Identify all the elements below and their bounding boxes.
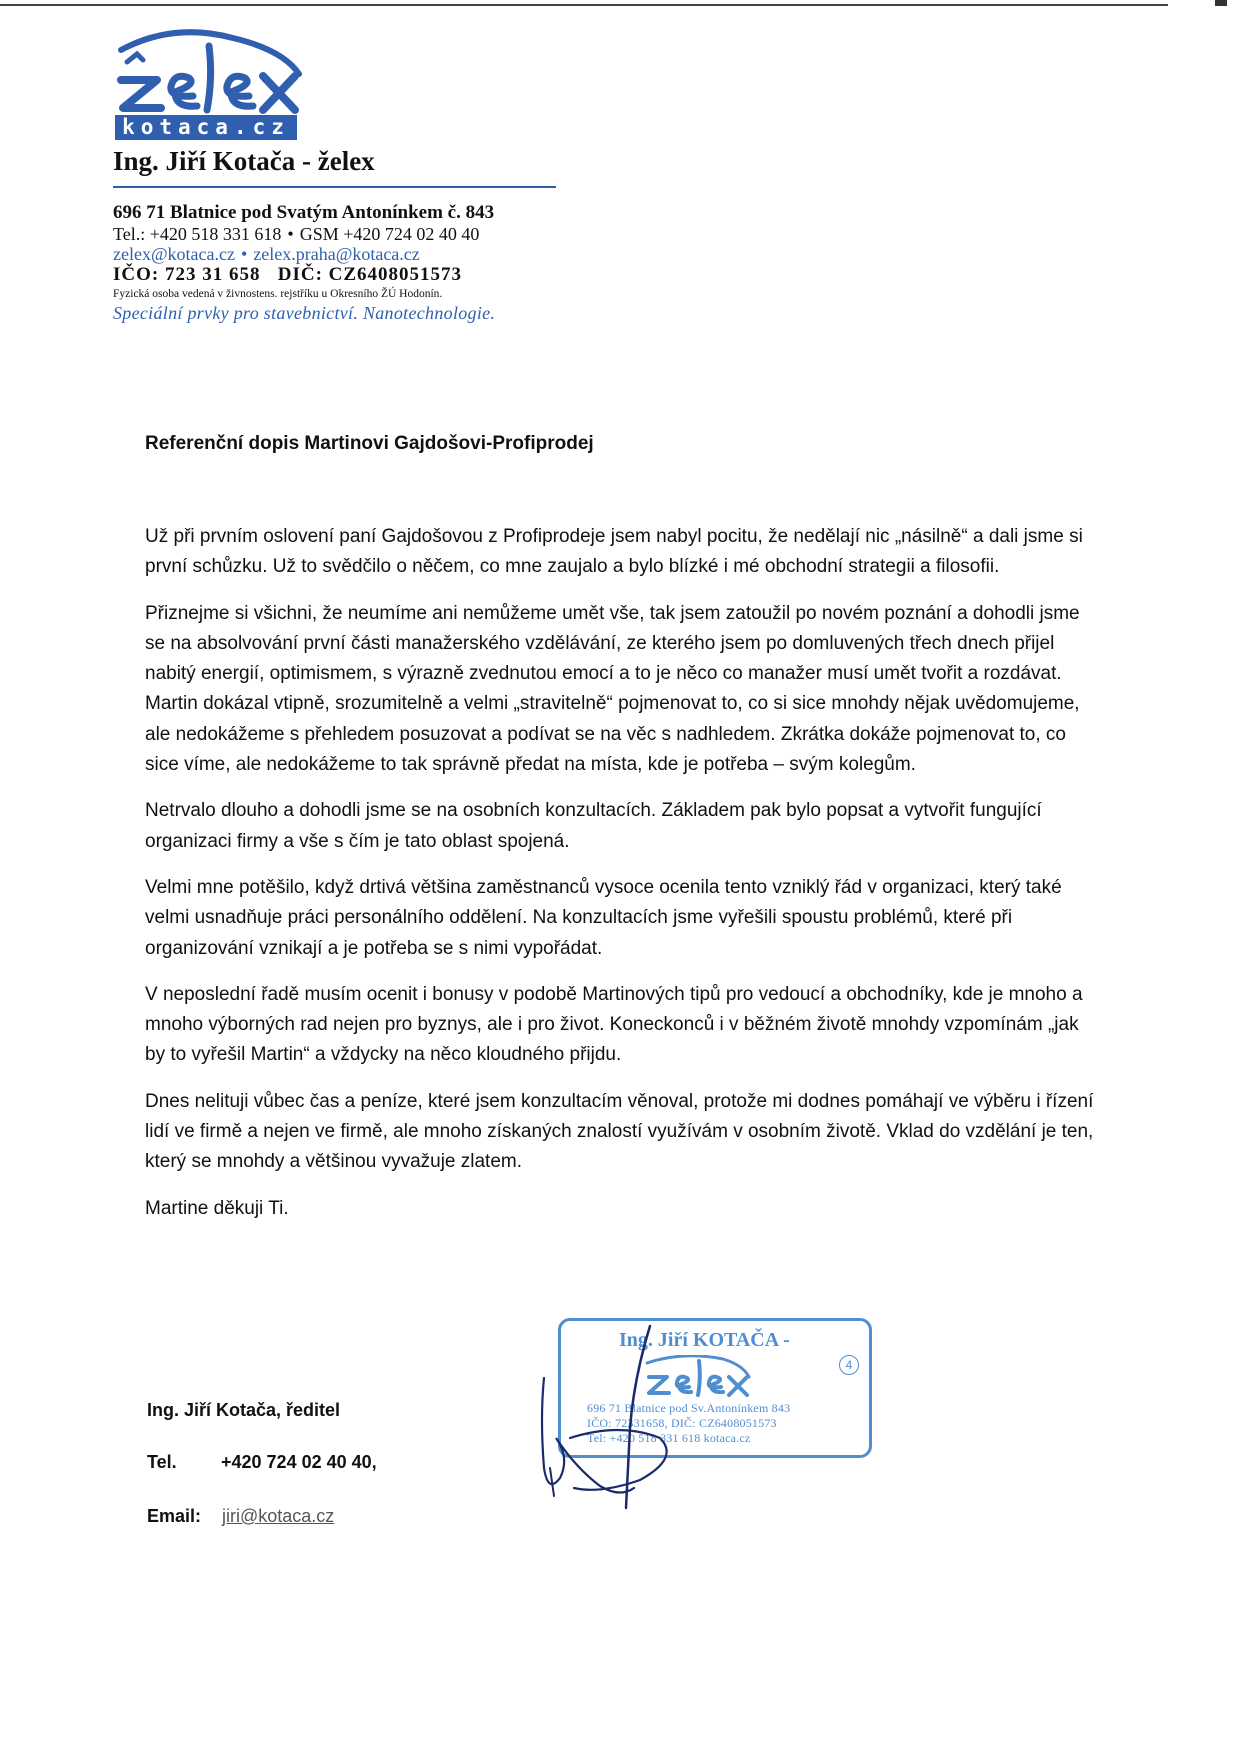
zelex-logo-icon (113, 28, 303, 120)
scan-edge-line (0, 4, 1168, 6)
company-emails-line (113, 245, 558, 264)
company-email-praha-link[interactable]: zelex.praha@kotaca.cz (253, 244, 420, 264)
stamp-number: 4 (839, 1355, 859, 1375)
stamp-address: 696 71 Blatnice pod Sv.Antonínkem 843 (587, 1401, 791, 1415)
letter-paragraph: V neposlední řadě musím ocenit i bonusy v podobě Martinových tipů pro vedoucí a obchodníky, kde je mnoho a mnoho výborných rad nejen pro byznys, ale i pro život. Koneckonců i v běžném životě mnohdy vzpomínám „jak by to vyřešil Martin“ a vždycky na něco kloudného přijdu. (145, 983, 1083, 1066)
stamp-ids: IČO: 72331658, DIČ: CZ6408051573 (587, 1416, 777, 1430)
stamp-title: Ing. Jiří KOTAČA - (619, 1329, 790, 1351)
letter-body (145, 522, 1095, 1240)
letter-paragraph: Přiznejme si všichni, že neumíme ani nemůžeme umět vše, tak jsem zatoužil po novém poznání a dohodli jsme se na absolvování první části manažerského vzdělávání, ze kterého jsem po domluvených třech dnech přijel nabitý energií, optimismem, s výrazně zvednutou emocí a to je něco co manažer musí umět tvořit a rozdávat. Martin dokázal vtipně, srozumitelně a velmi „stravitelně“ pojmenovat to, co si sice mnohdy nějak uvědomujeme, ale nedokážeme s přehledem posuzovat a podívat se na věc s nadhledem. Zkrátka dokáže pojmenovat to, co sice víme, ale nedokážeme to tak správně předat na místa, kde je potřeba – svým kolegům. (145, 602, 1080, 776)
letter-title: Referenční dopis Martinovi Gajdošovi-Profiprodej (145, 433, 594, 454)
logo-badge: kotaca.cz (115, 115, 297, 140)
company-phone: Tel.: +420 518 331 618 (113, 224, 282, 244)
letter-paragraph: Už při prvním oslovení paní Gajdošovou z Profiprodeje jsem nabyl pocitu, že nedělají nic „násilně“ a dali jsme si první schůzku. Už to svědčilo o něčem, co mne zaujalo a bylo blízké i mé obchodní strategii a filosofii. (145, 526, 1083, 578)
bullet-separator: • (287, 224, 294, 244)
company-slogan: Speciální prvky pro stavebnictví. Nanotechnologie. (113, 303, 496, 323)
letter-closing: Martine děkuji Ti. (145, 1197, 289, 1219)
signer-email-link[interactable]: jiri@kotaca.cz (222, 1506, 335, 1526)
company-name: Ing. Jiří Kotača - želex (113, 146, 375, 176)
signer-email-label: Email: (147, 1506, 202, 1526)
letter-paragraph: Netrvalo dlouho a dohodli jsme se na osobních konzultacích. Základem pak bylo popsat a vytvořit fungující organizaci firmy a vše s čím je tato oblast spojená. (145, 800, 1042, 852)
company-phone-line (113, 224, 558, 245)
company-email-link[interactable]: zelex@kotaca.cz (113, 244, 235, 264)
company-gsm: GSM +420 724 02 40 40 (299, 224, 480, 244)
signer-tel-value: +420 724 02 40 40, (221, 1452, 377, 1472)
company-logo (113, 28, 303, 140)
stamp-contact: Tel: +420 518 331 618 kotaca.cz (587, 1431, 751, 1445)
company-address: 696 71 Blatnice pod Svatým Antonínkem č. 843 (113, 202, 495, 223)
bullet-separator: • (241, 244, 248, 264)
handwritten-signature-icon (530, 1318, 710, 1518)
letterhead-divider (113, 186, 556, 188)
company-dic: DIČ: CZ6408051573 (277, 264, 463, 285)
scan-corner-mark (1215, 0, 1227, 6)
signer-tel-label: Tel. (147, 1452, 177, 1472)
company-ico: IČO: 723 31 658 (113, 264, 261, 285)
company-registration: Fyzická osoba vedená v živnostens. rejstříku u Okresního ŽÚ Hodonín. (113, 288, 443, 300)
letter-paragraph: Velmi mne potěšilo, když drtivá většina zaměstnanců vysoce ocenila tento vzniklý řád v organizaci, který také velmi usnadňuje práci personálního oddělení. Na konzultacích jsme vyřešili spoustu problémů, které při organizování vznikají a je potřeba se s nimi vypořádat. (145, 876, 1062, 959)
letterhead (113, 28, 558, 324)
letter-paragraph: Dnes nelituji vůbec čas a peníze, které jsem konzultacím věnoval, protože mi dodnes pomáhají ve výběru i řízení lidí ve firmě a nejen ve firmě, ale mnoho získaných znalostí využívám v osobním životě. Vklad do vzdělání je ten, který se mnohdy a většinou vyvažuje zlatem. (145, 1090, 1094, 1173)
company-ids (113, 264, 558, 286)
signer-name: Ing. Jiří Kotača, ředitel (147, 1400, 341, 1420)
